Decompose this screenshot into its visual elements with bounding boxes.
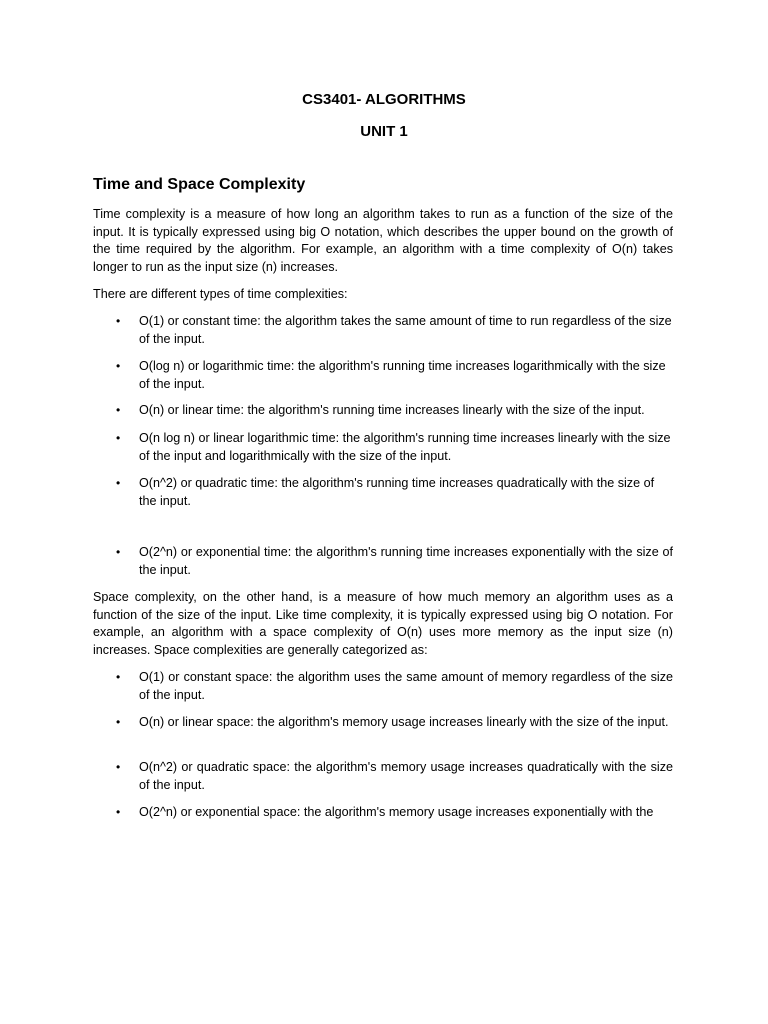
list-item: O(1) or constant space: the algorithm uses the same amount of memory regardless of the size of the input. xyxy=(139,670,673,702)
course-title: CS3401- ALGORITHMS xyxy=(302,91,466,108)
bullet-icon: • xyxy=(116,670,121,684)
list-item: O(2^n) or exponential time: the algorithm's running time increases exponentially with the size of the input. xyxy=(139,545,673,577)
bullet-icon: • xyxy=(116,715,121,729)
time-complexity-paragraph: Time complexity is a measure of how long an algorithm takes to run as a function of the size of the input. It is typically expressed using big O notation, which describes the upper bound on the growth of the time required by the algorithm. For example, an algorithm with a time complexity of O(n) takes longer to run as the input size (n) increases. xyxy=(93,207,673,275)
list-item: O(2^n) or exponential space: the algorithm's memory usage increases exponentially with the xyxy=(139,805,654,819)
list-item: O(log n) or logarithmic time: the algorithm's running time increases logarithmically with the size of the input. xyxy=(139,359,666,391)
bullet-icon: • xyxy=(116,314,121,328)
list-item: O(n) or linear space: the algorithm's memory usage increases linearly with the size of the input. xyxy=(139,715,669,729)
list-item: O(n^2) or quadratic time: the algorithm's running time increases quadratically with the size of the input. xyxy=(139,476,655,508)
bullet-icon: • xyxy=(116,431,121,445)
list-item: O(n log n) or linear logarithmic time: the algorithm's running time increases linearly with the size of the input and logarithmically with the size of the input. xyxy=(139,431,671,463)
bullet-icon: • xyxy=(116,359,121,373)
section-heading: Time and Space Complexity xyxy=(93,176,306,193)
time-types-lead: There are different types of time complexities: xyxy=(93,287,348,301)
bullet-icon: • xyxy=(116,403,121,417)
bullet-icon: • xyxy=(116,805,121,819)
list-item: O(n^2) or quadratic space: the algorithm's memory usage increases quadratically with the size of the input. xyxy=(139,760,673,792)
bullet-icon: • xyxy=(116,545,121,559)
list-item: O(n) or linear time: the algorithm's running time increases linearly with the size of the input. xyxy=(139,403,645,417)
list-item: O(1) or constant time: the algorithm takes the same amount of time to run regardless of the size of the input. xyxy=(139,314,672,346)
bullet-icon: • xyxy=(116,476,121,490)
space-complexity-paragraph: Space complexity, on the other hand, is a measure of how much memory an algorithm uses as a function of the size of the input. Like time complexity, it is typically expressed using big O notation. For example, an algorithm with a space complexity of O(n) uses more memory as the input size (n) increases. Space complexities are generally categorized as: xyxy=(93,590,673,658)
bullet-icon: • xyxy=(116,760,121,774)
unit-title: UNIT 1 xyxy=(360,123,408,140)
